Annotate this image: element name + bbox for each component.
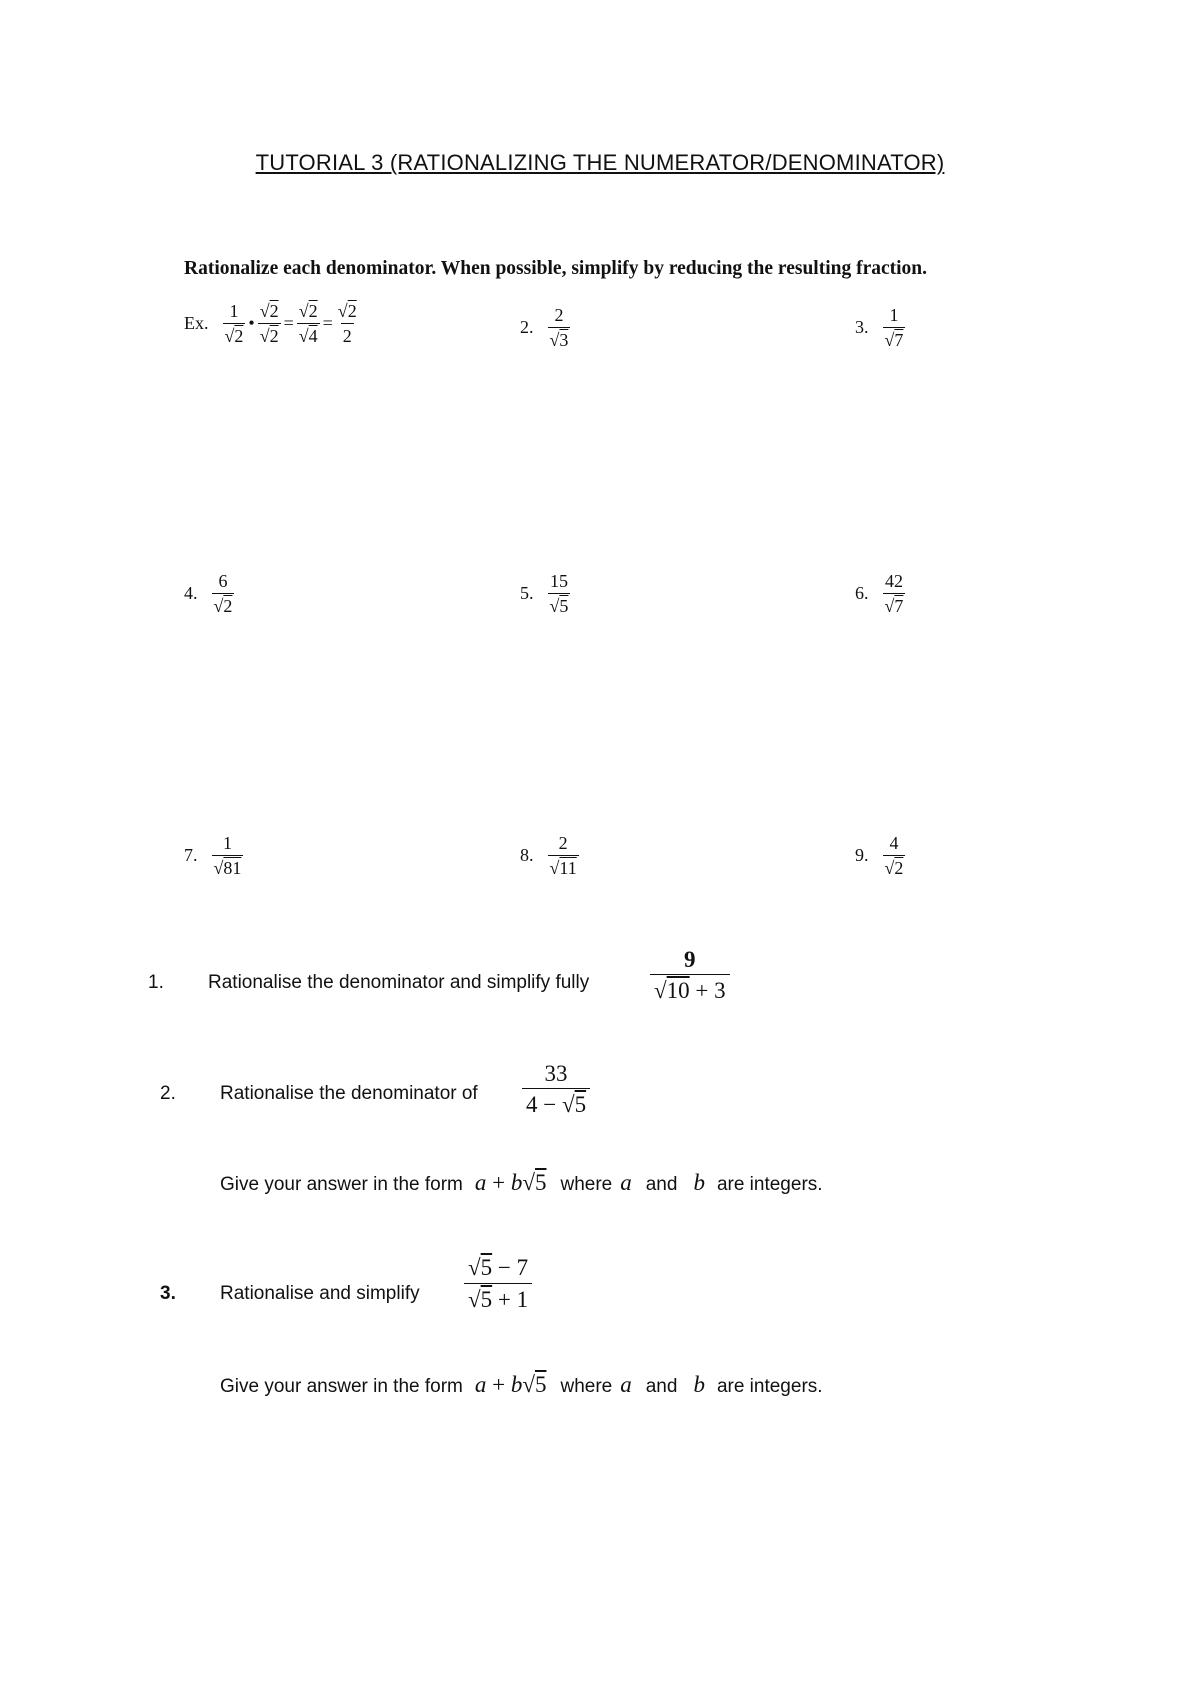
example-fraction-2: $\frac{√2}{√2}$: [259, 301, 279, 346]
question-2-answer-form: Give your answer in the form a + b √5 where a and b are integers.: [220, 1170, 823, 1195]
problem-2: 2. $\frac{2}{√3}$: [520, 305, 569, 350]
question-3-text: Rationalise and simplify: [220, 1283, 420, 1304]
page-title: TUTORIAL 3 (RATIONALIZING THE NUMERATOR/DENOMINATOR): [255, 150, 945, 175]
problem-8: 8. $\frac{2}{√11}$: [520, 833, 577, 878]
multiply-dot: •: [248, 313, 255, 333]
example-label: Ex.: [184, 313, 209, 333]
problem-5: 5. $\frac{15}{√5}$: [520, 571, 569, 616]
question-1-number: 1.: [148, 972, 164, 993]
example-fraction-4: $\frac{√2}{2}$: [337, 301, 357, 346]
equals-sign: =: [322, 313, 333, 333]
problem-6: 6. $\frac{42}{√7}$: [855, 571, 904, 616]
question-2-number: 2.: [160, 1083, 176, 1104]
problem-4: 4. $\frac{6}{√2}$: [184, 571, 233, 616]
question-2-text: Rationalise the denominator of: [220, 1083, 478, 1104]
problem-3: 3. $\frac{1}{√7}$: [855, 305, 904, 350]
question-2-fraction: $\frac{33}{4 - √5}$: [522, 1062, 590, 1116]
question-1-text: Rationalise the denominator and simplify fully: [208, 972, 590, 993]
question-3-answer-form: Give your answer in the form a + b √5 where a and b are integers.: [220, 1372, 823, 1397]
example-fraction-3: $\frac{√2}{√4}$: [298, 301, 318, 346]
question-3-fraction: $\frac{√5 - 7}{√5 + 1}$: [464, 1256, 532, 1311]
example-fraction-1: $\frac{1}{√2}$: [224, 301, 244, 346]
instructions: Rationalize each denominator. When possible, simplify by reducing the resulting fraction.: [184, 258, 928, 279]
problem-9: 9. $\frac{4}{√2}$: [855, 833, 904, 878]
question-1-fraction: $\frac{9}{√10 + 3}$: [650, 948, 730, 1002]
question-3-number: 3.: [160, 1283, 176, 1304]
example: [184, 302, 359, 345]
problem-7: 7. $\frac{1}{√81}$: [184, 833, 242, 878]
equals-sign: =: [283, 313, 294, 333]
